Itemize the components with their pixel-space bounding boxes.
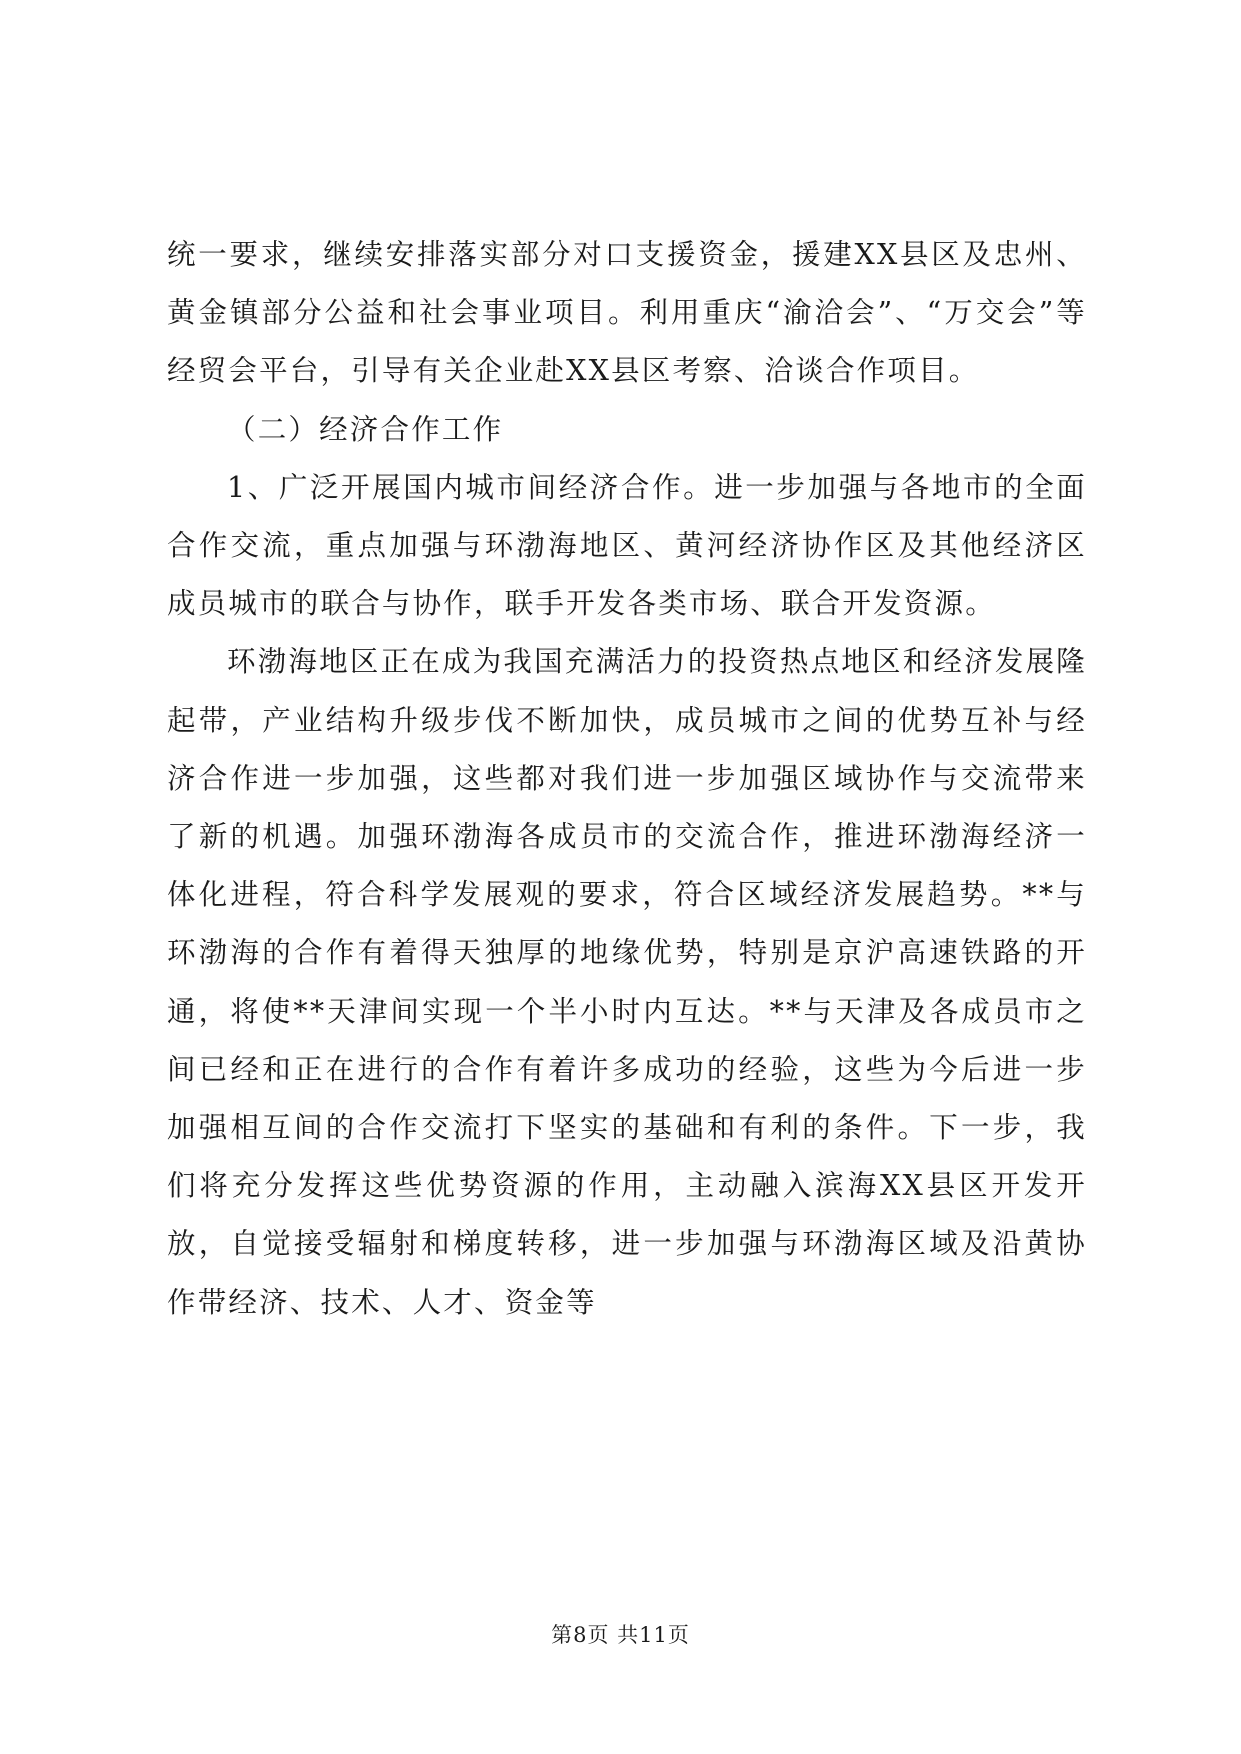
paragraph-item-1: 1、广泛开展国内城市间经济合作。进一步加强与各地市的全面合作交流，重点加强与环渤海地区、黄河经济协作区及其他经济区成员城市的联合与协作，联手开发各类市场、联合开发资源。 — [167, 470, 1087, 621]
paragraph-bohai: 环渤海地区正在成为我国充满活力的投资热点地区和经济发展隆起带，产业结构升级步伐不断加快，成员城市之间的优势互补与经济合作进一步加强，这些都对我们进一步加强区域协作与交流带来了新的机遇。加强环渤海各成员市的交流合作，推进环渤海经济一体化进程，符合科学发展观的要求，符合区域经济发展趋势。**与环渤海的合作有着得天独厚的地缘优势，特别是京沪高速铁路的开通，将使**天津间实现一个半小时内互达。**与天津及各成员市之间已经和正在进行的合作有着许多成功的经验，这些为今后进一步加强相互间的合作交流打下坚实的基础和有利的条件。下一步，我们将充分发挥这些优势资源的作用，主动融入滨海XX县区开发开放，自觉接受辐射和梯度转移，进一步加强与环渤海区域及沿黄协作带经济、技术、人才、资金等 — [167, 645, 1087, 1319]
document-body — [167, 226, 1087, 1332]
page-footer: 第8页 共11页 — [551, 1623, 690, 1647]
section-heading: （二）经济合作工作 — [227, 412, 504, 446]
paragraph-continuation: 统一要求，继续安排落实部分对口支援资金，援建XX县区及忠州、黄金镇部分公益和社会事业项目。利用重庆“渝洽会”、“万交会”等经贸会平台，引导有关企业赴XX县区考察、洽谈合作项目。 — [167, 238, 1087, 388]
